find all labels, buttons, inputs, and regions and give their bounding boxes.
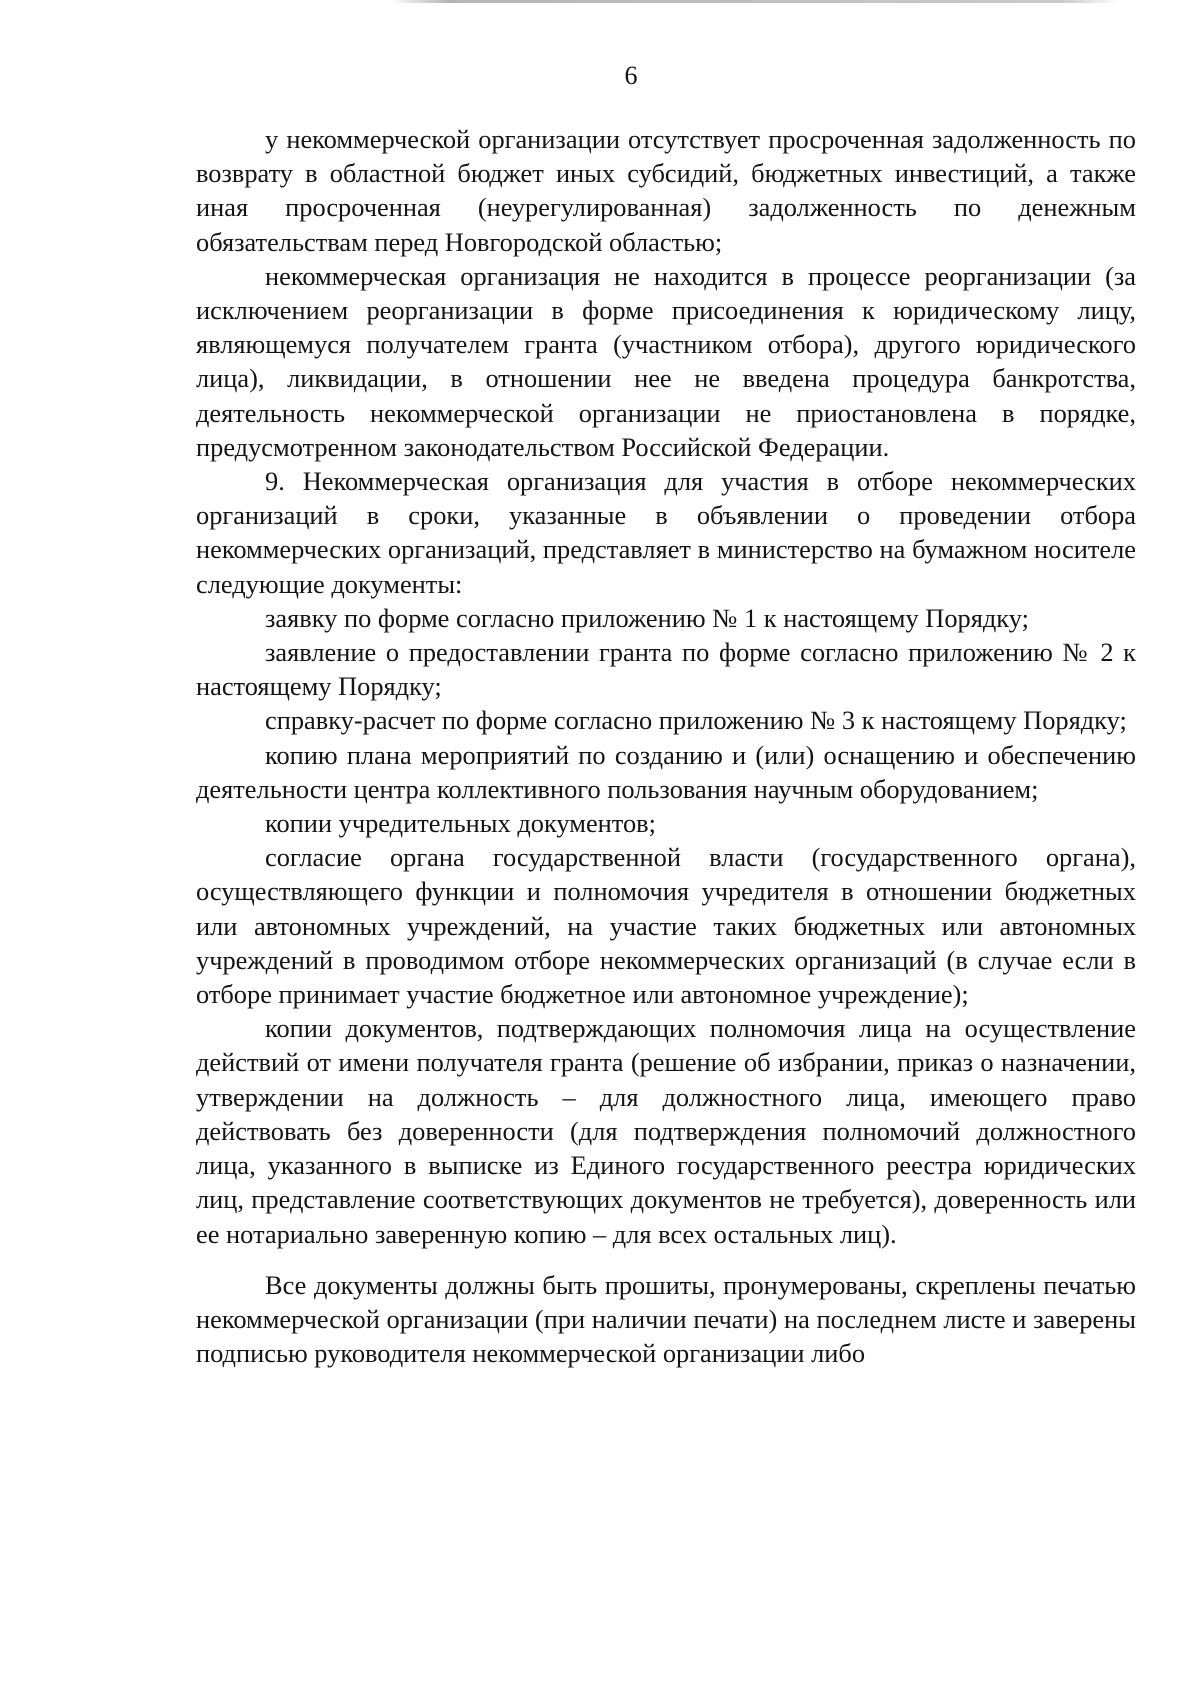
scan-edge-line	[390, 0, 1120, 3]
page-number: 6	[624, 61, 638, 90]
paragraph-no-reorganization: некоммерческая организация не находится в процессе реорганизации (за исключением реорганизации в форме присоединения к юридическому лицу, являющемуся получателем гранта (участником отбора), другого юридического лица), ликвидации, в отношении нее не введена процедура банкротства, деятельность некоммерческой организации не приостановлена в порядке, предусмотренном законодательством Российской Федерации.	[196, 260, 1136, 462]
list-item-founder-consent: согласие органа государственной власти (государственного органа), осуществляющего функции и полномочия учредителя в отношении бюджетных или автономных учреждений, на участие таких бюджетных или автономных учреждений в проводимом отборе некоммерческих организаций (в случае если в отборе принимает участие бюджетное или автономное учреждение);	[196, 842, 1136, 1010]
paragraph-no-overdue-debt: у некоммерческой организации отсутствует просроченная задолженность по возврату в областной бюджет иных субсидий, бюджетных инвестиций, а также иная просроченная (неурегулированная) задолженность по денежным обязательствам перед Новгородской областью;	[196, 124, 1136, 257]
list-item-action-plan: копию плана мероприятий по созданию и (или) оснащению и обеспечению деятельности центра коллективного пользования научным оборудованием;	[196, 739, 1136, 804]
paragraph-documents-binding: Все документы должны быть прошиты, пронумерованы, скреплены печатью некоммерческой организации (при наличии печати) на последнем листе и заверены подписью руководителя некоммерческой организации либо	[196, 1269, 1136, 1369]
list-item-founding-documents: копии учредительных документов;	[265, 808, 656, 839]
paragraph-item-9: 9. Некоммерческая организация для участия в отборе некоммерческих организаций в сроки, указанные в объявлении о проведении отбора некоммерческих организаций, представляет в министерство на бумажном носителе следующие документы:	[196, 466, 1136, 599]
document-body	[196, 122, 1136, 1370]
list-item-grant-statement: заявление о предоставлении гранта по форме согласно приложению № 2 к настоящему Порядку;	[196, 637, 1136, 702]
list-item-authority-documents: копии документов, подтверждающих полномочия лица на осуществление действий от имени получателя гранта (решение об избрании, приказ о назначении, утверждении на должность – для должностного лица, имеющего право действовать без доверенности (для подтверждения полномочий должностного лица, указанного в выписке из Единого государственного реестра юридических лиц, представление соответствующих документов не требуется), доверенность или ее нотариально заверенную копию – для всех остальных лиц).	[196, 1013, 1136, 1249]
list-item-calculation: справку-расчет по форме согласно приложению № 3 к настоящему Порядку;	[265, 705, 1127, 736]
list-item-application: заявку по форме согласно приложению № 1 к настоящему Порядку;	[265, 602, 1029, 633]
